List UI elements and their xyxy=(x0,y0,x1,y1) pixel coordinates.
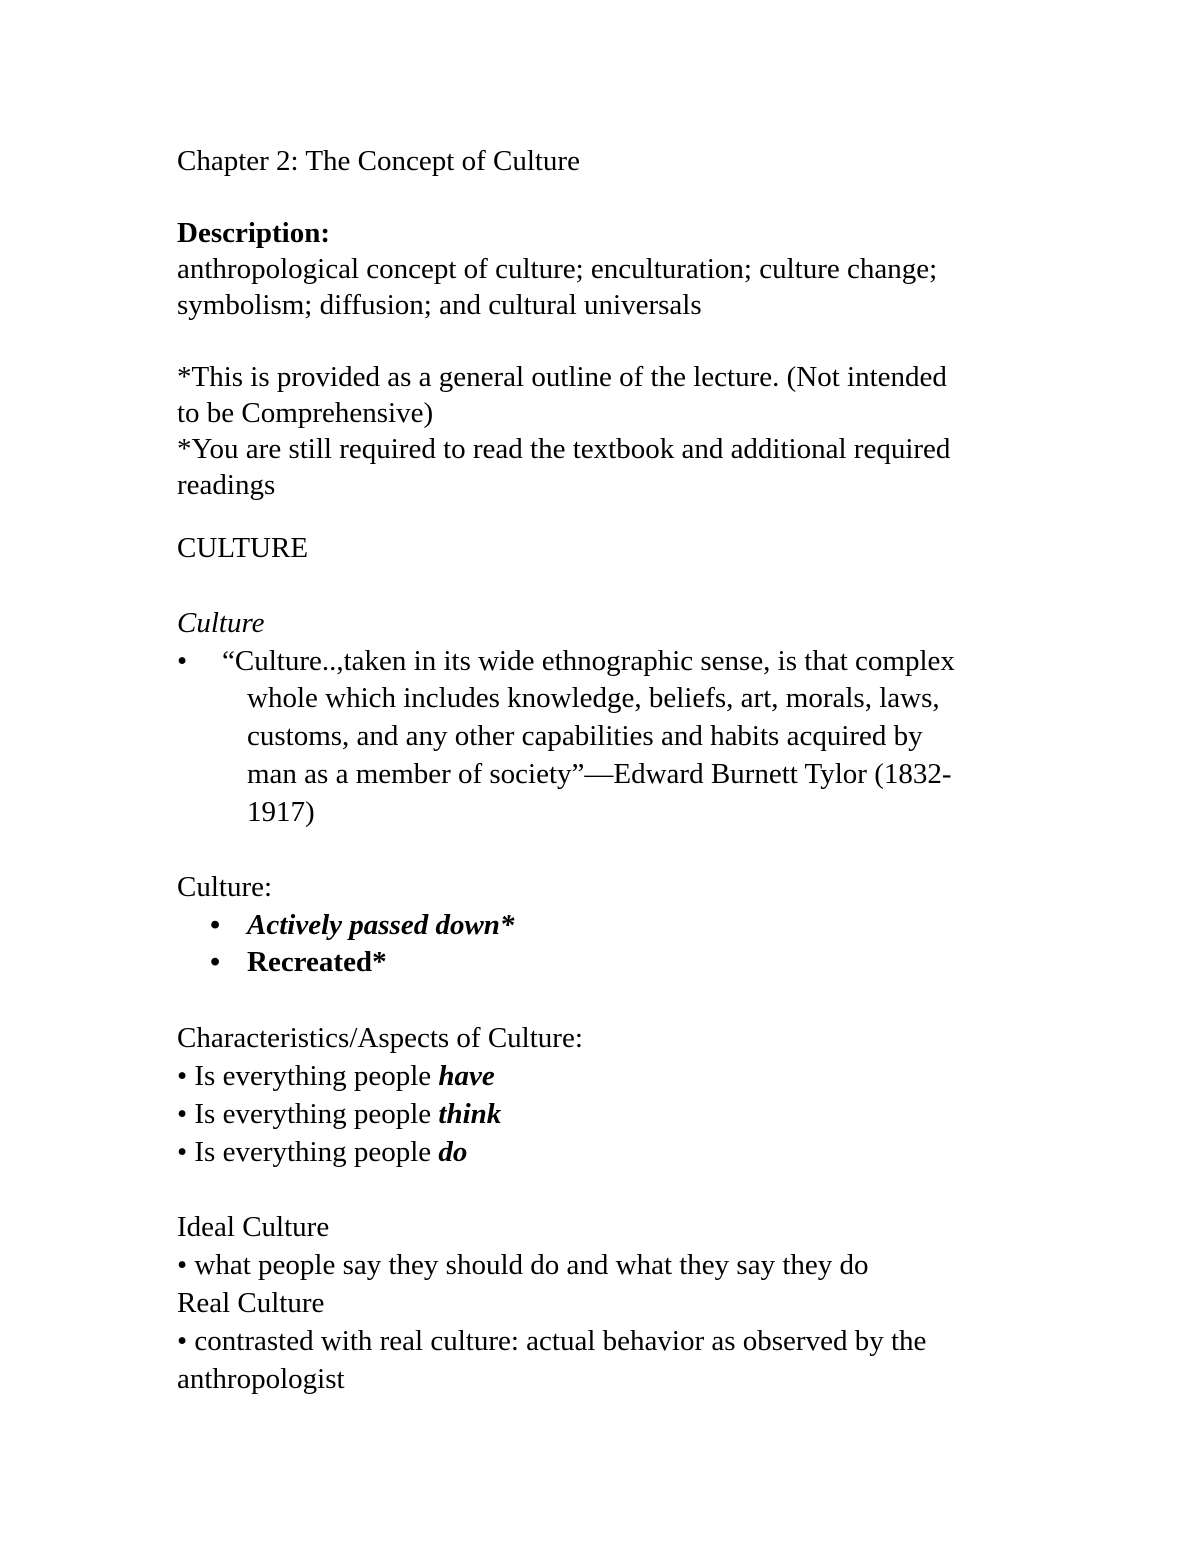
note-line-1: *This is provided as a general outline of the lecture. (Not intended xyxy=(177,361,947,393)
section-heading: CULTURE xyxy=(177,532,309,564)
ideal-culture-item: • what people say they should do and what they say they do xyxy=(177,1249,869,1281)
description-line-2: symbolism; diffusion; and cultural universals xyxy=(177,289,702,321)
culture-point-recreated: Recreated* xyxy=(247,946,387,978)
quote-first-line: “Culture..,taken in its wide ethnographic sense, is that complex xyxy=(222,645,955,677)
characteristic-emphasis: think xyxy=(438,1098,502,1130)
characteristic-prefix: • Is everything people xyxy=(177,1136,439,1168)
culture-italic-heading: Culture xyxy=(177,607,265,639)
quote-line-4: man as a member of society”—Edward Burnett Tylor (1832- xyxy=(247,758,952,790)
real-culture-line-2: anthropologist xyxy=(177,1363,345,1395)
characteristic-item xyxy=(177,1134,467,1170)
note-line-3: *You are still required to read the textbook and additional required xyxy=(177,433,951,465)
characteristic-prefix: • Is everything people xyxy=(177,1060,439,1092)
characteristics-heading: Characteristics/Aspects of Culture: xyxy=(177,1022,583,1054)
quote-line-2: whole which includes knowledge, beliefs, art, morals, laws, xyxy=(247,682,940,714)
characteristic-item xyxy=(177,1096,501,1132)
description-line-1: anthropological concept of culture; enculturation; culture change; xyxy=(177,253,938,285)
quote-line-3: customs, and any other capabilities and habits acquired by xyxy=(247,720,923,752)
characteristic-emphasis: do xyxy=(438,1136,468,1168)
note-line-2: to be Comprehensive) xyxy=(177,397,434,429)
note-line-4: readings xyxy=(177,469,276,501)
characteristic-prefix: • Is everything people xyxy=(177,1098,439,1130)
page-title: Chapter 2: The Concept of Culture xyxy=(177,145,580,177)
real-culture-heading: Real Culture xyxy=(177,1287,325,1319)
characteristic-item xyxy=(177,1058,495,1094)
characteristic-emphasis: have xyxy=(438,1060,495,1092)
quote-bullet: • xyxy=(177,645,188,677)
culture-point-actively-passed-down: Actively passed down* xyxy=(247,909,515,941)
description-heading: Description: xyxy=(177,217,331,249)
quote-line-5: 1917) xyxy=(247,796,315,828)
real-culture-line-1: • contrasted with real culture: actual behavior as observed by the xyxy=(177,1325,927,1357)
culture-colon-heading: Culture: xyxy=(177,871,273,903)
culture-point-bullet: • xyxy=(210,909,221,941)
culture-point-bullet: • xyxy=(210,946,221,978)
ideal-culture-heading: Ideal Culture xyxy=(177,1211,330,1243)
